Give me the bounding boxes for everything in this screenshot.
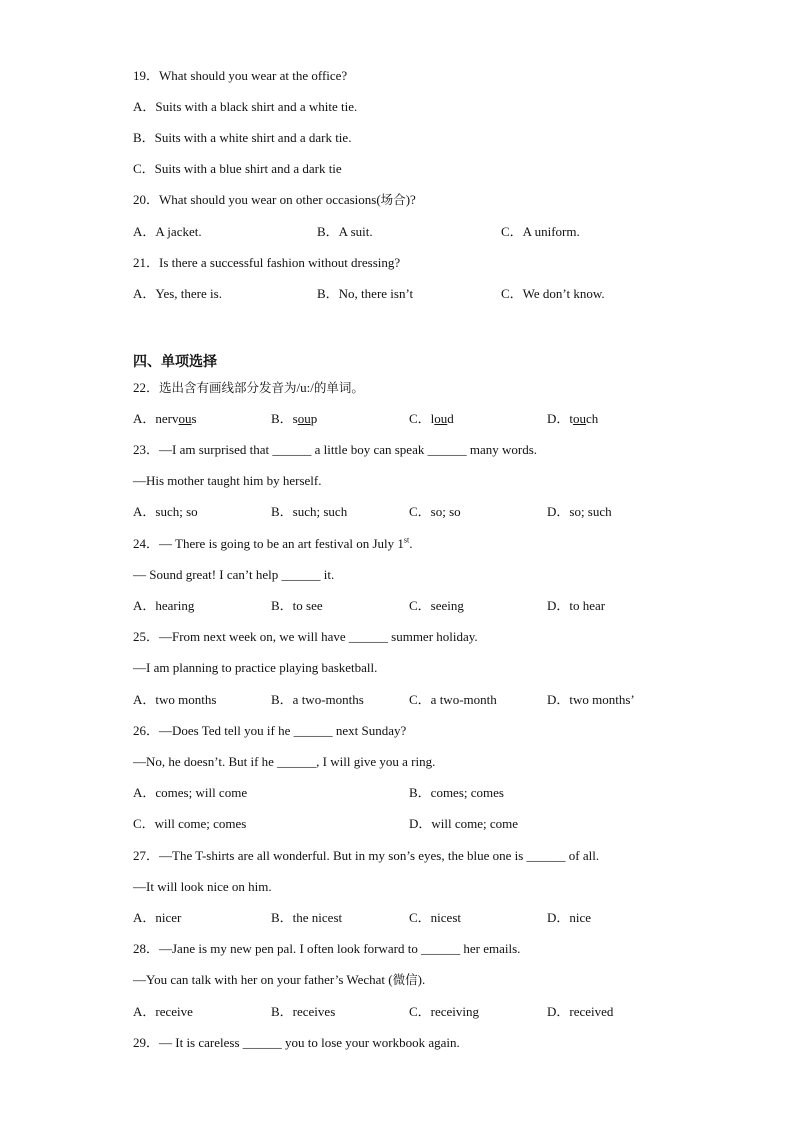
question-24-option-b: B．to see bbox=[271, 598, 323, 613]
question-24-option-d: D．to hear bbox=[547, 598, 606, 613]
question-23-option-a: A．such; so bbox=[133, 504, 198, 519]
question-20-stem: 20．What should you wear on other occasions(场合)? bbox=[133, 192, 416, 207]
question-28-option-c: C．receiving bbox=[409, 1004, 480, 1019]
question-23-reply: —His mother taught him by herself. bbox=[133, 473, 322, 488]
question-22-option-d: D．touch bbox=[547, 411, 599, 426]
question-19-option-a: A．Suits with a black shirt and a white tie. bbox=[133, 99, 358, 114]
question-26-reply: —No, he doesn’t. But if he ______, I will give you a ring. bbox=[133, 754, 436, 769]
question-21-option-c: C．We don’t know. bbox=[501, 286, 605, 301]
question-20-option-a: A．A jacket. bbox=[133, 224, 202, 239]
question-19-option-c: C．Suits with a blue shirt and a dark tie bbox=[133, 161, 342, 176]
question-21-stem: 21．Is there a successful fashion without dressing? bbox=[133, 255, 401, 270]
question-23-option-d: D．so; such bbox=[547, 504, 612, 519]
question-23-option-b: B．such; such bbox=[271, 504, 348, 519]
question-22-stem: 22．选出含有画线部分发音为/u:/的单词。 bbox=[133, 380, 364, 395]
question-26-option-c: C．will come; comes bbox=[133, 816, 247, 831]
question-27-option-a: A．nicer bbox=[133, 910, 182, 925]
question-27-reply: —It will look nice on him. bbox=[133, 879, 272, 894]
question-27-option-d: D．nice bbox=[547, 910, 592, 925]
question-25-stem: 25．—From next week on, we will have ______ summer holiday. bbox=[133, 629, 478, 644]
question-25-option-c: C．a two-month bbox=[409, 692, 497, 707]
question-25-option-a: A．two months bbox=[133, 692, 217, 707]
question-24-option-c: C．seeing bbox=[409, 598, 464, 613]
question-28-option-d: D．received bbox=[547, 1004, 614, 1019]
question-25-option-d: D．two months’ bbox=[547, 692, 635, 707]
question-27-option-b: B．the nicest bbox=[271, 910, 343, 925]
question-27-stem: 27．—The T-shirts are all wonderful. But in my son’s eyes, the blue one is ______ of all. bbox=[133, 848, 600, 863]
question-28-option-a: A．receive bbox=[133, 1004, 193, 1019]
question-26-option-b: B．comes; comes bbox=[409, 785, 504, 800]
question-20-option-c: C．A uniform. bbox=[501, 224, 580, 239]
question-23-option-c: C．so; so bbox=[409, 504, 461, 519]
question-19-stem: 19．What should you wear at the office? bbox=[133, 68, 348, 83]
question-28-reply: —You can talk with her on your father’s Wechat (微信). bbox=[133, 972, 426, 987]
question-24-stem: 24．— There is going to be an art festival on July 1st. bbox=[133, 535, 413, 551]
question-20-option-b: B．A suit. bbox=[317, 224, 373, 239]
question-21-option-a: A．Yes, there is. bbox=[133, 286, 222, 301]
question-19-option-b: B．Suits with a white shirt and a dark tie. bbox=[133, 130, 352, 145]
question-25-option-b: B．a two-months bbox=[271, 692, 364, 707]
question-26-option-d: D．will come; come bbox=[409, 816, 519, 831]
question-24-option-a: A．hearing bbox=[133, 598, 195, 613]
question-27-option-c: C．nicest bbox=[409, 910, 461, 925]
question-25-reply: —I am planning to practice playing basketball. bbox=[133, 660, 378, 675]
question-28-option-b: B．receives bbox=[271, 1004, 336, 1019]
question-24-reply: — Sound great! I can’t help ______ it. bbox=[133, 567, 335, 582]
section-heading-4: 四、单项选择 bbox=[133, 354, 217, 370]
question-28-stem: 28．—Jane is my new pen pal. I often look forward to ______ her emails. bbox=[133, 941, 521, 956]
question-29-stem: 29．— It is careless ______ you to lose your workbook again. bbox=[133, 1035, 460, 1050]
question-22-option-a: A．nervous bbox=[133, 411, 197, 426]
question-23-stem: 23．—I am surprised that ______ a little boy can speak ______ many words. bbox=[133, 442, 538, 457]
question-26-option-a: A．comes; will come bbox=[133, 785, 248, 800]
question-22-option-b: B．soup bbox=[271, 411, 318, 426]
question-26-stem: 26．—Does Ted tell you if he ______ next Sunday? bbox=[133, 723, 407, 738]
question-21-option-b: B．No, there isn’t bbox=[317, 286, 414, 301]
question-22-option-c: C．loud bbox=[409, 411, 454, 426]
